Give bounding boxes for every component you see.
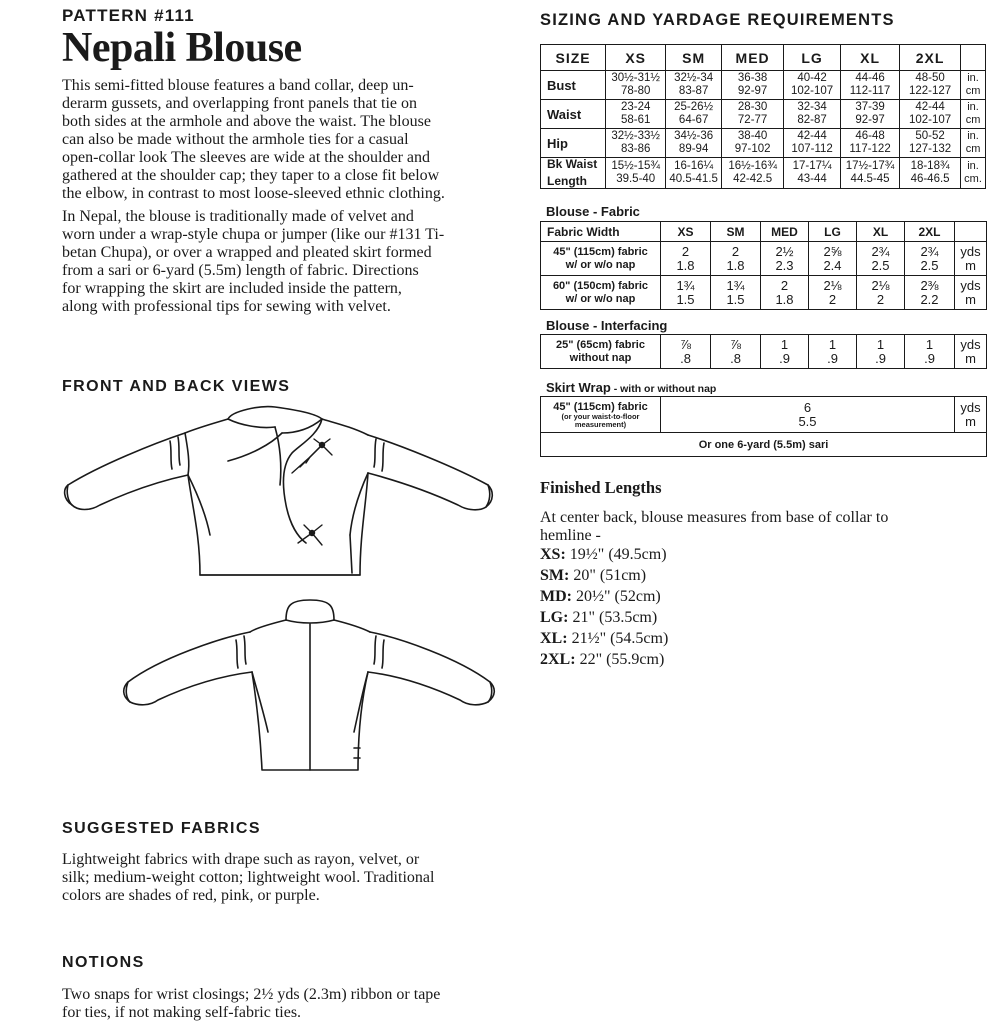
measure-cell: 16½-16¾ 42-42.5 [722, 158, 784, 189]
size-col-lg: LG [784, 45, 841, 71]
unit-cell: yds m [955, 335, 987, 369]
row-label: 45" (115cm) fabric w/ or w/o nap [541, 242, 661, 276]
measurement-row-bust [541, 71, 986, 100]
measure-cell: 36-38 92-97 [722, 71, 784, 100]
text-line: can also be made without the armhole ties for a casual [62, 131, 409, 148]
measure-cell: 17-17¼ 43-44 [784, 158, 841, 189]
yardage-cell: 1 .9 [809, 335, 857, 369]
size-col-xs: XS [661, 222, 711, 242]
sizing-heading: SIZING AND YARDAGE REQUIREMENTS [540, 11, 895, 29]
blouse-back-view-illustration [60, 598, 500, 778]
measurement-row-hip [541, 129, 986, 158]
measure-cell: 30½-31½ 78-80 [606, 71, 666, 100]
text-line: for wrapping the skirt are included inside the pattern, [62, 280, 402, 297]
unit-cell: in. cm [961, 100, 986, 129]
interfacing-row [541, 335, 987, 369]
text-line: Two snaps for wrist closings; 2½ yds (2.3m) ribbon or tape [62, 986, 441, 1003]
pattern-number: PATTERN #111 [62, 6, 195, 25]
measure-cell: 37-39 92-97 [841, 100, 900, 129]
yardage-cell: 2⅛ 2 [809, 276, 857, 310]
size-col-med: MED [761, 222, 809, 242]
measure-cell: 32½-34 83-87 [666, 71, 722, 100]
unit-cell: in. cm [961, 71, 986, 100]
text-line: the elbow, in contrast to most loose-sleeved ethnic clothing. [62, 185, 445, 202]
row-label: Hip [541, 129, 606, 158]
yardage-cell: 2⅝ 2.4 [809, 242, 857, 276]
list-item: 2XL: 22" (55.9cm) [540, 651, 665, 668]
sari-row [541, 433, 987, 457]
yardage-cell: 1 .9 [905, 335, 955, 369]
text-line: betan Chupa), or over a wrapped and pleated skirt formed [62, 244, 432, 261]
notions-paragraph [62, 986, 522, 1022]
text-line: from a sari or 6-yard (5.5m) length of fabric. Directions [62, 262, 419, 279]
size-col-xl: XL [841, 45, 900, 71]
skirt-wrap-heading [546, 380, 716, 395]
text-line: Lightweight fabrics with drape such as rayon, velvet, or [62, 851, 420, 868]
measurement-row-back-waist-length [541, 158, 986, 189]
list-item: XS: 19½" (49.5cm) [540, 546, 667, 563]
measure-cell: 42-44 107-112 [784, 129, 841, 158]
unit-cell: yds m [955, 397, 987, 433]
yardage-cell: 2¾ 2.5 [857, 242, 905, 276]
body-measurements-table [540, 44, 986, 189]
measure-cell: 32½-33½ 83-86 [606, 129, 666, 158]
yardage-cell: 2⅜ 2.2 [905, 276, 955, 310]
skirt-wrap-table [540, 396, 987, 457]
size-col-lg: LG [809, 222, 857, 242]
yardage-cell: 2⅛ 2 [857, 276, 905, 310]
yardage-cell: 2 1.8 [711, 242, 761, 276]
measure-cell: 42-44 102-107 [900, 100, 961, 129]
fabric-row-60in [541, 276, 987, 310]
fabric-row-45in [541, 242, 987, 276]
measure-cell: 38-40 97-102 [722, 129, 784, 158]
size-col-xl: XL [857, 222, 905, 242]
measure-cell: 23-24 58-61 [606, 100, 666, 129]
intro-paragraph-1 [62, 77, 522, 203]
measure-cell: 48-50 122-127 [900, 71, 961, 100]
size-label: SIZE [541, 45, 606, 71]
measure-cell: 17½-17¾ 44.5-45 [841, 158, 900, 189]
yardage-cell: 1 .9 [857, 335, 905, 369]
list-item: XL: 21½" (54.5cm) [540, 630, 669, 647]
measure-cell: 34½-36 89-94 [666, 129, 722, 158]
size-col-2xl: 2XL [900, 45, 961, 71]
yardage-cell: ⅞ .8 [711, 335, 761, 369]
unit-cell: in. cm [961, 129, 986, 158]
blouse-fabric-table [540, 221, 987, 310]
yardage-cell: ⅞ .8 [661, 335, 711, 369]
yardage-cell: 2 1.8 [661, 242, 711, 276]
text-line: derarm gussets, and overlapping front panels that tie on [62, 95, 418, 112]
intro-paragraph-2 [62, 208, 522, 316]
blouse-front-view-illustration [60, 405, 500, 580]
text-line: At center back, blouse measures from base of collar to [540, 509, 889, 526]
finished-lengths-list [540, 546, 980, 672]
yardage-cell: 2 1.8 [761, 276, 809, 310]
text-line: along with professional tips for sewing with velvet. [62, 298, 391, 315]
measure-cell: 46-48 117-122 [841, 129, 900, 158]
size-col-sm: SM [711, 222, 761, 242]
row-label: 60" (150cm) fabric w/ or w/o nap [541, 276, 661, 310]
yardage-cell: 1¾ 1.5 [661, 276, 711, 310]
measure-cell: 18-18¾ 46-46.5 [900, 158, 961, 189]
size-header-row [541, 45, 986, 71]
page-title: Nepali Blouse [62, 25, 302, 71]
unit-cell: in. cm. [961, 158, 986, 189]
skirt-wrap-title: Skirt Wrap [546, 380, 611, 395]
fabrics-heading: SUGGESTED FABRICS [62, 820, 261, 837]
size-col-med: MED [722, 45, 784, 71]
yardage-cell: 2¾ 2.5 [905, 242, 955, 276]
text-line: In Nepal, the blouse is traditionally made of velvet and [62, 208, 414, 225]
row-label: 45" (115cm) fabric (or your waist-to-floor measurement) [541, 397, 661, 433]
sari-note: Or one 6-yard (5.5m) sari [541, 433, 987, 457]
yardage-cell: 1 .9 [761, 335, 809, 369]
unit-cell: yds m [955, 242, 987, 276]
text-line: hemline - [540, 527, 601, 544]
row-label: Waist [541, 100, 606, 129]
text-line: both sides at the armhole and above the waist. The blouse [62, 113, 431, 130]
skirt-wrap-row [541, 397, 987, 433]
measure-cell: 44-46 112-117 [841, 71, 900, 100]
text-line: for ties, if not making self-fabric ties. [62, 1004, 302, 1021]
text-line: gathered at the shoulder cap; they taper to a close fit below [62, 167, 440, 184]
measure-cell: 32-34 82-87 [784, 100, 841, 129]
text-line: colors are shades of red, pink, or purple. [62, 887, 320, 904]
text-line: silk; medium-weight cotton; lightweight wool. Traditional [62, 869, 435, 886]
interfacing-heading: Blouse - Interfacing [546, 318, 668, 333]
fabric-width-label: Fabric Width [541, 222, 661, 242]
notions-heading: NOTIONS [62, 954, 145, 971]
text-line: This semi-fitted blouse features a band collar, deep un- [62, 77, 414, 94]
text-line: worn under a wrap-style chupa or jumper (like our #131 Ti- [62, 226, 445, 243]
finished-lengths-intro [540, 509, 980, 545]
views-heading: FRONT AND BACK VIEWS [62, 378, 291, 395]
measure-cell: 15½-15¾ 39.5-40 [606, 158, 666, 189]
blouse-fabric-heading: Blouse - Fabric [546, 204, 640, 219]
row-label: 25" (65cm) fabric without nap [541, 335, 661, 369]
skirt-wrap-subtitle: - with or without nap [610, 383, 717, 395]
measure-cell: 28-30 72-77 [722, 100, 784, 129]
yardage-cell: 2½ 2.3 [761, 242, 809, 276]
text-line: open-collar look The sleeves are wide at the shoulder and [62, 149, 431, 166]
row-label: Bust [541, 71, 606, 100]
list-item: SM: 20" (51cm) [540, 567, 647, 584]
list-item: MD: 20½" (52cm) [540, 588, 661, 605]
list-item: LG: 21" (53.5cm) [540, 609, 658, 626]
size-col-xs: XS [606, 45, 666, 71]
measurement-row-waist [541, 100, 986, 129]
interfacing-table [540, 334, 987, 369]
size-col-sm: SM [666, 45, 722, 71]
measure-cell: 25-26½ 64-67 [666, 100, 722, 129]
fabrics-paragraph [62, 851, 522, 905]
measure-cell: 16-16¼ 40.5-41.5 [666, 158, 722, 189]
row-label: Bk Waist Length [541, 158, 606, 189]
size-col-2xl: 2XL [905, 222, 955, 242]
yardage-cell: 1¾ 1.5 [711, 276, 761, 310]
fabric-width-header-row [541, 222, 987, 242]
finished-lengths-heading: Finished Lengths [540, 478, 662, 497]
unit-cell: yds m [955, 276, 987, 310]
measure-cell: 40-42 102-107 [784, 71, 841, 100]
measure-cell: 50-52 127-132 [900, 129, 961, 158]
yardage-cell: 6 5.5 [661, 397, 955, 433]
